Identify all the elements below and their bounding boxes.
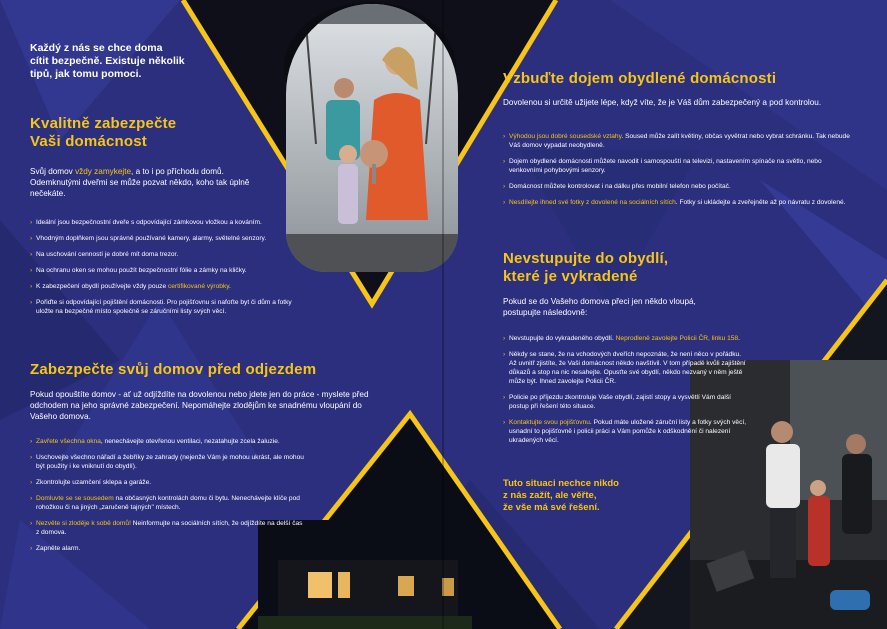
title-line: Kvalitně zabezpečte [30, 115, 177, 132]
section-intro: Dovolenou si určitě užijete lépe, když víte, že je Váš dům zabezpečený a pod kontrolou. [503, 98, 822, 107]
closing-line: z nás zažít, ale věřte, [503, 490, 597, 501]
bullet-item: › Policie po příjezdu zkontroluje Vaše obydlí, zajistí stopy a vysvětlí Vám další postup při řešení této situace. [503, 394, 731, 410]
title-line: Nevstupujte do obydlí, [503, 250, 669, 267]
intro-line: postupujte následovně: [503, 308, 588, 317]
bullet-item: › Nezvěte si zloděje k sobě domů! Neinformujte na sociálních sítích, že odjíždíte na delší čas z domova. [30, 520, 303, 536]
bullet-marker-icon: › [30, 479, 33, 486]
closing-line: Tuto situaci nechce nikdo [503, 478, 619, 489]
lead-line: Každý z nás se chce doma [30, 42, 163, 54]
highlight: Domluvte se se sousedem [36, 495, 114, 502]
page-fold [442, 0, 444, 629]
bullet-item: › Ideální jsou bezpečnostní dveře s odpovídající zámkovou vložkou a kováním. [30, 219, 262, 226]
bullet-list [30, 218, 302, 323]
intro-line: Pokud se do Vašeho domova přeci jen někdo vloupá, [503, 297, 696, 306]
bullet-marker-icon: › [503, 394, 506, 401]
lead-line: cítit bezpečně. Existuje několik [30, 55, 185, 67]
section-burgled [503, 250, 763, 286]
section-title [503, 250, 763, 286]
section-title: Vzbuďte dojem obydlené domácnosti [503, 70, 777, 87]
highlight: Nesdílejte ihned své fotky z dovolené na sociálních sítích [509, 199, 676, 206]
section-intro: Pokud opouštíte domov - ať už odjíždíte na dovolenou nebo jdete jen do práce - myslete před odchodem na jeho správné zabezpečení. Nepomáhejte zlodějům ke snadnému vloupání do Vašeho domova. [30, 390, 369, 421]
intro-lead [30, 42, 220, 81]
bullet-marker-icon: › [503, 183, 506, 190]
section-intro: Svůj domov vždy zamykejte, a to i po příchodu domů. Odemknutými dveřmi se může pozvat někdo, koho tak úplně nečekáte. [30, 167, 250, 198]
bullet-marker-icon: › [30, 454, 33, 461]
closing-line: že vše má své řešení. [503, 502, 600, 513]
highlight: Zavřete všechna okna [36, 438, 101, 445]
section-secure-home [30, 115, 270, 151]
section-inhabited-look [503, 70, 863, 88]
bullet-marker-icon: › [503, 133, 506, 140]
bullet-item: › Zkontrolujte uzamčení sklepa a garáže. [30, 479, 152, 486]
bullet-item: › Domluvte se se sousedem na občasných kontrolách domu či bytu. Nenechávejte klíče pod rohožkou či na jiných „zaručeně tajných" místech. [30, 495, 300, 511]
bullet-marker-icon: › [30, 438, 33, 445]
bullet-marker-icon: › [30, 235, 33, 242]
bullet-list [30, 437, 305, 560]
bullet-marker-icon: › [30, 267, 33, 274]
bullet-marker-icon: › [503, 199, 506, 206]
highlight: Nezvěte si zloděje k sobě domů! [36, 520, 131, 527]
bullet-item: › Uschovejte všechno nářadí a žebříky ze zahrady (nejenže Vám je mohou ukrást, ale mohou být použity i ke vniknutí do obydlí). [30, 454, 304, 470]
bullet-marker-icon: › [503, 351, 506, 358]
highlight: certifikované výrobky [167, 283, 230, 290]
bullet-list [503, 132, 853, 214]
bullet-list [503, 334, 748, 452]
bullet-marker-icon: › [30, 219, 33, 226]
highlight: Kontaktujte svou pojišťovnu [509, 419, 590, 426]
bullet-item: › Na uschování cenností je dobré mít doma trezor. [30, 251, 179, 258]
bullet-marker-icon: › [30, 299, 33, 306]
bullet-marker-icon: › [30, 251, 33, 258]
title-line: které je vykradené [503, 268, 638, 285]
bullet-item: › Nevstupujte do vykradeného obydlí. Neprodleně zavolejte Policii ČR, linku 158. [503, 335, 740, 342]
bullet-item: › Někdy se stane, že na vchodových dveřích nepoznáte, že není něco v pořádku. Až uvnitř zjistíte, že Vaši domácnost někdo navštívil. V tom případě kvůli zajištění důkazů a stop na nic nesahejte. Opusťte své obydlí, někdo nezvaný v něm ještě může být. Ihned zavolejte Policii ČR. [503, 351, 746, 385]
bullet-marker-icon: › [30, 495, 33, 502]
bullet-item: › Výhodou jsou dobré sousedské vztahy. Soused může zalít květiny, občas vyvětrat nebo vybrat schránku. Tak nebude Váš domov vypadat neobydleně. [503, 133, 850, 149]
closing-statement [503, 478, 703, 514]
bullet-item: › K zabezpečení obydlí používejte vždy pouze certifikované výrobky. [30, 283, 231, 290]
bullet-marker-icon: › [30, 520, 33, 527]
highlight: Výhodou jsou dobré sousedské vztahy [509, 133, 622, 140]
bullet-item: › Zapněte alarm. [30, 545, 81, 552]
bullet-marker-icon: › [503, 335, 506, 342]
bullet-item: › Pořiďte si odpovídající pojištění domácnosti. Pro pojišťovnu si nafoťte byt či dům a fotky uložte na bezpečné místo společně se záručními listy svých věcí. [30, 299, 292, 315]
lead-line: tipů, jak tomu pomoci. [30, 68, 142, 80]
keyhole-family-photo [286, 4, 458, 272]
bullet-marker-icon: › [503, 419, 506, 426]
title-line: Vaši domácnost [30, 133, 148, 150]
bullet-item: › Vhodným doplňkem jsou správně používané kamery, alarmy, světelné senzory. [30, 235, 267, 242]
bullet-item: › Na ochranu oken se mohou použít bezpečnostní fólie a zámky na kličky. [30, 267, 247, 274]
highlight: Neprodleně zavolejte Policii ČR, linku 158 [615, 335, 739, 342]
bullet-item: › Kontaktujte svou pojišťovnu. Pokud máte uložené záruční listy a fotky svých věcí, usnadní to pojišťovně i policii práci a Vám pomůže k odškodnění či nalezení ukradených věcí. [503, 419, 747, 444]
bullet-item: › Domácnost můžete kontrolovat i na dálku přes mobilní telefon nebo počítač. [503, 183, 731, 190]
bullet-item: › Nesdílejte ihned své fotky z dovolené na sociálních sítích. Fotky si ukládejte a zveřejněte až po návratu z dovolené. [503, 199, 846, 206]
bullet-item: › Zavřete všechna okna, nenechávejte otevřenou ventilaci, nezatahujte zcela žaluzie. [30, 438, 280, 445]
bullet-marker-icon: › [30, 545, 33, 552]
highlight: vždy zamykejte [75, 167, 132, 176]
bullet-marker-icon: › [503, 158, 506, 165]
section-intro [503, 296, 763, 318]
section-title [30, 115, 270, 151]
bullet-marker-icon: › [30, 283, 33, 290]
section-title: Zabezpečte svůj domov před odjezdem [30, 361, 317, 378]
section-before-departure [30, 361, 360, 379]
bullet-item: › Dojem obydlené domácnosti můžete navodit i samospouští na televizi, nastavením spínače na světlo, nebo venkovními pohybovými senzory. [503, 158, 822, 174]
